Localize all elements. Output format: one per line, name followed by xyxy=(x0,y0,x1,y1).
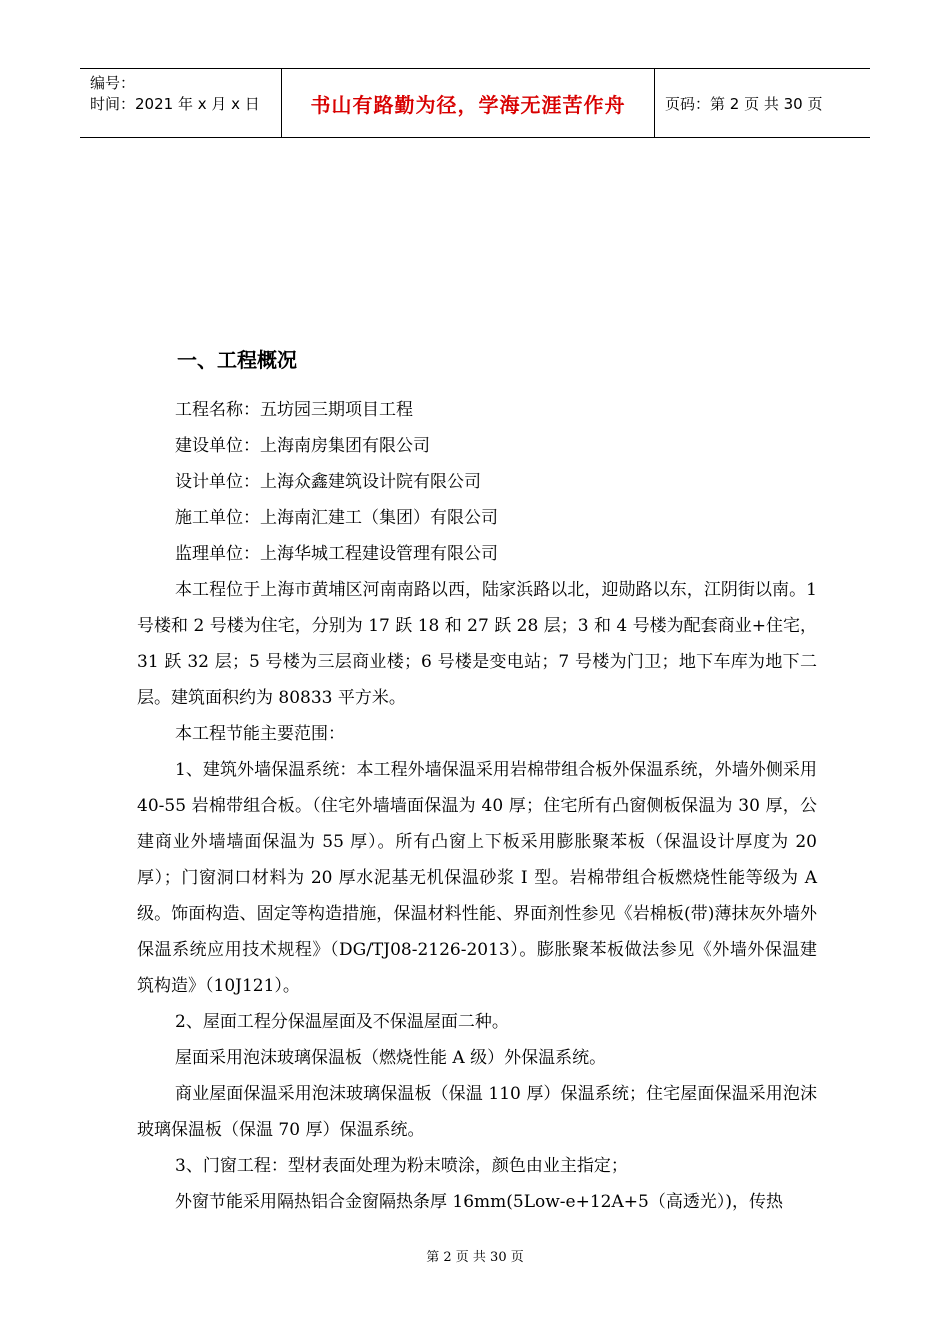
paragraph: 2、屋面工程分保温屋面及不保温屋面二种。 xyxy=(175,1012,509,1032)
paragraph: 本工程节能主要范围： xyxy=(175,724,345,744)
header-meta xyxy=(80,69,282,137)
section-title: 一、工程概况 xyxy=(177,348,297,372)
paragraph: 工程名称：五坊园三期项目工程 xyxy=(175,400,413,420)
paragraph: 设计单位：上海众鑫建筑设计院有限公司 xyxy=(175,472,481,492)
header-page-code: 页码：第 2 页 共 30 页 xyxy=(665,94,823,113)
header-motto: 书山有路勤为径，学海无涯苦作舟 xyxy=(282,69,655,137)
paragraph: 建设单位：上海南房集团有限公司 xyxy=(175,436,430,456)
page-footer: 第 2 页 共 30 页 xyxy=(426,1250,524,1265)
document-body xyxy=(137,340,817,1220)
paragraph: 外窗节能采用隔热铝合金窗隔热条厚 16mm(5Low-e+12A+5（高透光）)，传热 xyxy=(175,1192,783,1212)
time-label: 时间：2021 年 x 月 x 日 xyxy=(90,95,260,113)
paragraph: 本工程位于上海市黄埔区河南南路以西，陆家浜路以北，迎勋路以东，江阴街以南。1 号楼和 2 号楼为住宅，分别为 17 跃 18 和 27 跃 28 层；3 和 4 号楼为配套商业+住宅，31 跃 32 层；5 号楼为三层商业楼；6 号楼是变电站；7 号楼为门卫；地下车库为地下二层。建筑面积约为 80833 平方米。 xyxy=(137,580,817,708)
paragraph: 3、门窗工程：型材表面处理为粉末喷涂，颜色由业主指定； xyxy=(175,1156,628,1176)
header-table xyxy=(80,68,870,138)
number-label: 编号： xyxy=(90,74,136,92)
paragraph: 商业屋面保温采用泡沫玻璃保温板（保温 110 厚）保温系统；住宅屋面保温采用泡沫玻璃保温板（保温 70 厚）保温系统。 xyxy=(137,1084,817,1140)
paragraph: 1、建筑外墙保温系统：本工程外墙保温采用岩棉带组合板外保温系统，外墙外侧采用 40-55 岩棉带组合板。（住宅外墙墙面保温为 40 厚；住宅所有凸窗侧板保温为 30 厚，公建商业外墙墙面保温为 55 厚）。所有凸窗上下板采用膨胀聚苯板（保温设计厚度为 20 厚）；门窗洞口材料为 20 厚水泥基无机保温砂浆 Ⅰ 型。岩棉带组合板燃烧性能等级为 A 级。饰面构造、固定等构造措施，保温材料性能、界面剂性参见《岩棉板(带)薄抹灰外墙外保温系统应用技术规程》（DG/TJ08-2126-2013）。膨胀聚苯板做法参见《外墙外保温建筑构造》（10J121）。 xyxy=(137,760,817,996)
paragraph: 施工单位：上海南汇建工（集团）有限公司 xyxy=(175,508,498,528)
paragraph: 屋面采用泡沫玻璃保温板（燃烧性能 A 级）外保温系统。 xyxy=(175,1048,607,1068)
paragraph: 监理单位：上海华城工程建设管理有限公司 xyxy=(175,544,498,564)
